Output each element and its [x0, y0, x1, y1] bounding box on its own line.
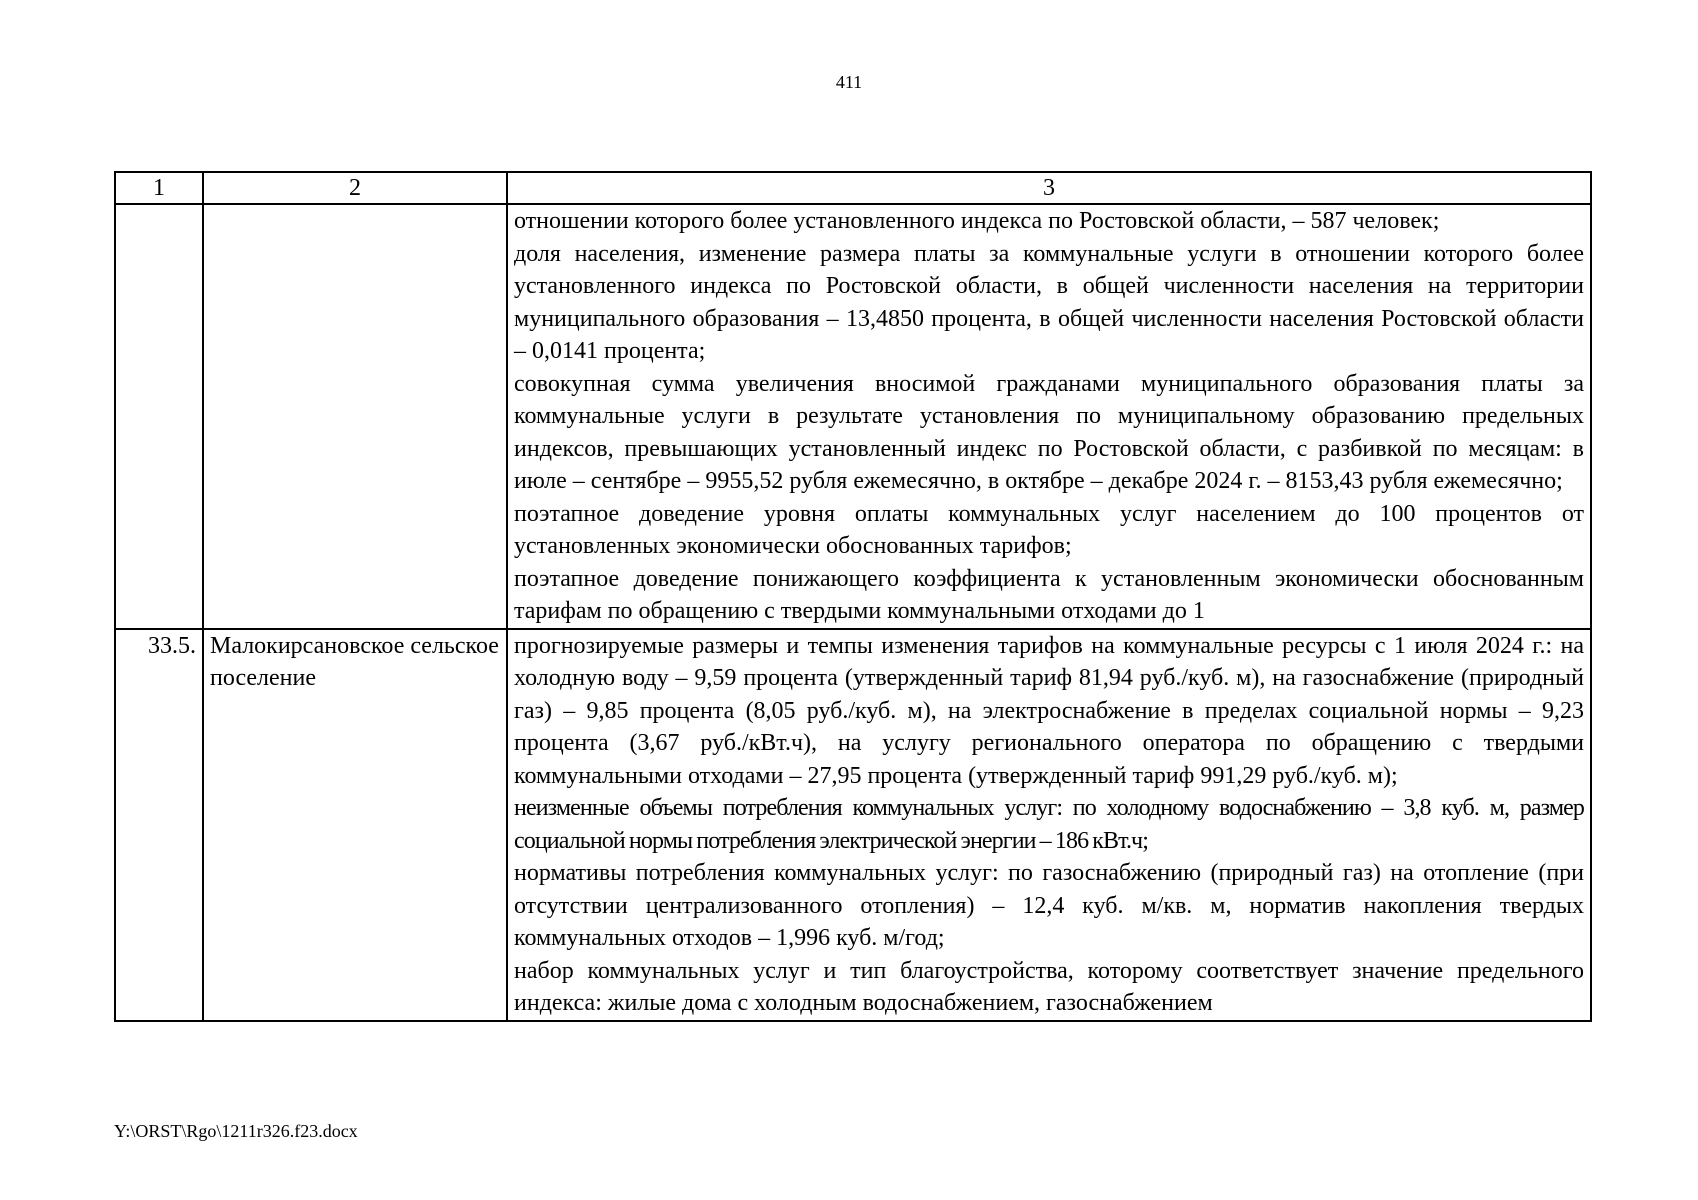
description-cell: [507, 204, 1591, 629]
column-header-1: 1: [115, 172, 203, 204]
paragraph: поэтапное доведение уровня оплаты коммунальных услуг населением до 100 процентов от установленных экономически обоснованных тарифов;: [514, 500, 1584, 559]
table-header-row: [115, 172, 1591, 204]
file-path-footer: Y:\ORST\Rgo\1211r326.f23.docx: [114, 1121, 358, 1141]
row-number-cell: [115, 204, 203, 629]
table-row: [115, 204, 1591, 629]
paragraph: доля населения, изменение размера платы за коммунальные услуги в отношении которого более установленного индекса по Ростовской области, в общей численности населения на территории муниципального образования – 13,4850 процента, в общей численности населения Ростовской области – 0,0141 процента;: [514, 240, 1584, 364]
page-number: 411: [835, 72, 863, 92]
document-table: [114, 171, 1592, 1022]
paragraph: поэтапное доведение понижающего коэффициента к установленным экономически обоснованным тарифам по обращению с твердыми коммунальными отходами до 1: [514, 565, 1584, 624]
municipality-name-cell: [203, 204, 507, 629]
row-number-cell: 33.5.: [115, 629, 203, 1021]
column-header-3: 3: [507, 172, 1591, 204]
paragraph: прогнозируемые размеры и темпы изменения тарифов на коммунальные ресурсы с 1 июля 2024 г.: на холодную воду – 9,59 процента (утвержденный тариф 81,94 руб./куб. м), на газоснабжение (природный газ) – 9,85 процента (8,05 руб./куб. м), на электроснабжение в пределах социальной нормы – 9,23 процента (3,67 руб./кВт.ч), на услугу регионального оператора по обращению с твердыми коммунальными отходами – 27,95 процента (утвержденный тариф 991,29 руб./куб. м);: [514, 632, 1584, 789]
paragraph: неизменные объемы потребления коммунальных услуг: по холодному водоснабжению – 3,8 куб. м, размер социальной нормы потребления электрической энергии – 186 кВт.ч;: [514, 795, 1584, 854]
municipality-name-cell: Малокирсановское сельское поселение: [203, 629, 507, 1021]
table-row: [115, 629, 1591, 1021]
paragraph: совокупная сумма увеличения вносимой гражданами муниципального образования платы за коммунальные услуги в результате установления по муниципальному образованию предельных индексов, превышающих установленный индекс по Ростовской области, с разбивкой по месяцам: в июле – сентябре – 9955,52 рубля ежемесячно, в октябре – декабре 2024 г. – 8153,43 рубля ежемесячно;: [514, 370, 1584, 494]
paragraph: нормативы потребления коммунальных услуг: по газоснабжению (природный газ) на отопление (при отсутствии централизованного отопления) – 12,4 куб. м/кв. м, норматив накопления твердых коммунальных отходов – 1,996 куб. м/год;: [514, 860, 1584, 951]
column-header-2: 2: [203, 172, 507, 204]
paragraph: набор коммунальных услуг и тип благоустройства, которому соответствует значение предельного индекса: жилые дома с холодным водоснабжением, газоснабжением: [514, 957, 1584, 1016]
paragraph: отношении которого более установленного индекса по Ростовской области, – 587 человек;: [514, 208, 1440, 234]
description-cell: [507, 629, 1591, 1021]
